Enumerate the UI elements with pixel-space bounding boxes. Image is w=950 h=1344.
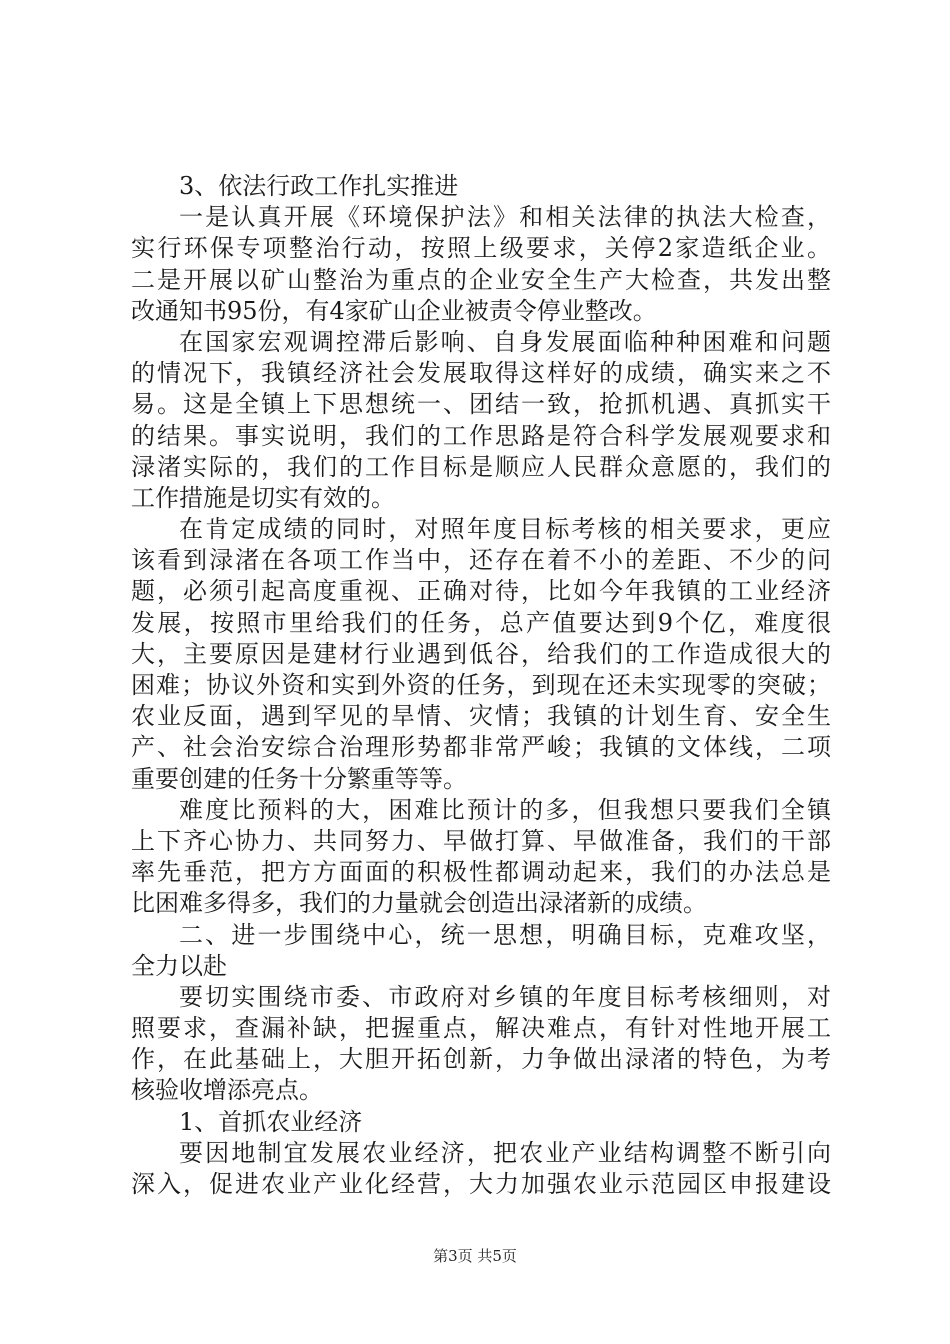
text-line: 3、依法行政工作扎实推进 [179,172,459,200]
text-line: 一是认真开展《环境保护法》和相关法律的执法大检查， [179,203,831,232]
text-line: 的情况下，我镇经济社会发展取得这样好的成绩，确实来之不 [131,359,831,388]
text-line: 深入，促进农业产业化经营，大力加强农业示范园区申报建设 [131,1170,831,1198]
text-line: 二、进一步围绕中心，统一思想，明确目标，克难攻坚， [179,920,831,949]
text-line: 难度比预料的大，困难比预计的多，但我想只要我们全镇 [179,795,831,824]
text-line: 要因地制宜发展农业经济，把农业产业结构调整不断引向 [179,1138,831,1167]
text-line: 上下齐心协力、共同努力、早做打算、早做准备，我们的干部 [131,826,831,855]
text-line: 实行环保专项整治行动，按照上级要求，关停2家造纸企业。 [131,234,831,263]
text-line: 核验收增添亮点。 [131,1076,323,1105]
text-line: 大，主要原因是建材行业遇到低谷，给我们的工作造成很大的 [131,639,831,668]
text-line: 作，在此基础上，大胆开拓创新，力争做出渌渚的特色，为考 [131,1045,831,1074]
text-line: 该看到渌渚在各项工作当中，还存在着不小的差距、不少的问 [131,546,831,575]
text-line: 困难；协议外资和实到外资的任务，到现在还未实现零的突破； [131,671,831,699]
text-line: 渌渚实际的，我们的工作目标是顺应人民群众意愿的，我们的 [131,452,831,481]
text-line: 产、社会治安综合治理形势都非常严峻；我镇的文体线，二项 [131,733,831,762]
text-line: 率先垂范，把方方面面的积极性都调动起来，我们的办法总是 [131,858,831,887]
text-line: 发展，按照市里给我们的任务，总产值要达到9个亿，难度很 [131,608,831,637]
page-footer: 第3页 共5页 [433,1247,517,1265]
text-line: 题，必须引起高度重视、正确对待，比如今年我镇的工业经济 [131,577,831,606]
document-body [131,171,831,1200]
text-line: 照要求，查漏补缺，把握重点，解决难点，有针对性地开展工 [131,1014,831,1043]
text-line: 农业反面，遇到罕见的旱情、灾情；我镇的计划生育、安全生 [131,702,831,731]
text-line: 比困难多得多，我们的力量就会创造出渌渚新的成绩。 [131,889,707,918]
text-line: 重要创建的任务十分繁重等等。 [131,764,467,793]
text-line: 改通知书95份，有4家矿山企业被责令停业整改。 [131,296,657,325]
text-line: 全力以赴 [131,951,227,980]
text-line: 工作措施是切实有效的。 [131,483,395,512]
text-line: 的结果。事实说明，我们的工作思路是符合科学发展观要求和 [131,421,831,450]
text-line: 要切实围绕市委、市政府对乡镇的年度目标考核细则，对 [179,982,831,1011]
text-line: 二是开展以矿山整治为重点的企业安全生产大检查，共发出整 [131,265,831,294]
text-line: 1、首抓农业经济 [179,1107,363,1136]
text-line: 易。这是全镇上下思想统一、团结一致，抢抓机遇、真抓实干 [131,390,831,419]
text-line: 在肯定成绩的同时，对照年度目标考核的相关要求，更应 [179,515,831,544]
text-line: 在国家宏观调控滞后影响、自身发展面临种种困难和问题 [179,327,831,356]
